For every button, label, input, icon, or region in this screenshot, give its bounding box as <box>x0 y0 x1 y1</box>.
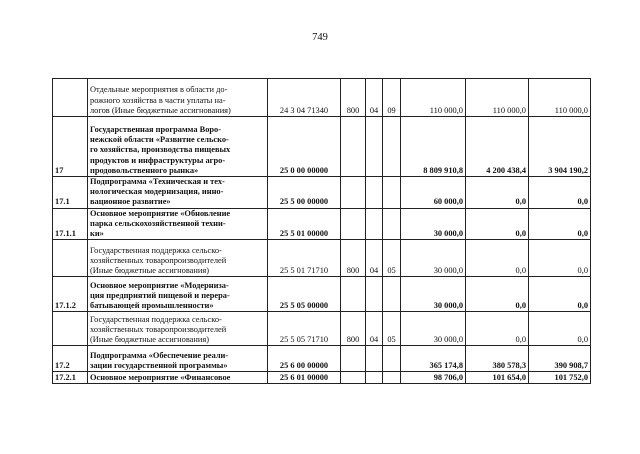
item-name-line: Государственная поддержка сельско- <box>90 245 222 255</box>
expense-type-cell <box>341 177 366 209</box>
table-row <box>53 277 591 312</box>
item-name-line: Государственная программа Воро- <box>90 124 222 134</box>
subsection-cell <box>383 346 401 372</box>
item-name-cell <box>88 346 268 372</box>
table-row <box>53 177 591 209</box>
item-name-line: Основное мероприятие «Финансовое <box>90 373 231 383</box>
expense-type-cell: 800 <box>341 240 366 277</box>
row-number-cell <box>53 240 88 277</box>
amount-year2-cell: 0,0 <box>466 208 529 240</box>
subsection-cell: 09 <box>383 79 401 117</box>
expense-type-cell <box>341 346 366 372</box>
row-number-cell: 17.1 <box>53 177 88 209</box>
section-cell: 04 <box>366 79 383 117</box>
amount-year1-cell: 110 000,0 <box>401 79 466 117</box>
item-name-cell <box>88 117 268 177</box>
expense-type-cell <box>341 372 366 384</box>
expense-type-cell <box>341 117 366 177</box>
item-name-line: батывающей промышленности» <box>90 301 214 311</box>
amount-year3-cell: 0,0 <box>529 312 591 346</box>
amount-year3-cell: 0,0 <box>529 208 591 240</box>
section-cell <box>366 117 383 177</box>
section-cell: 04 <box>366 312 383 346</box>
page-number: 749 <box>312 32 328 43</box>
item-name-line: рожного хозяйства в части уплаты на- <box>90 95 226 105</box>
row-number-cell <box>53 79 88 117</box>
item-name-cell <box>88 312 268 346</box>
section-cell: 04 <box>366 240 383 277</box>
amount-year3-cell: 101 752,0 <box>529 372 591 384</box>
amount-year3-cell: 3 904 190,2 <box>529 117 591 177</box>
item-name-cell <box>88 177 268 209</box>
amount-year2-cell: 0,0 <box>466 240 529 277</box>
amount-year1-cell: 30 000,0 <box>401 277 466 312</box>
target-article-cell: 25 5 05 00000 <box>268 277 341 312</box>
item-name-line: Государственная поддержка сельско- <box>90 314 222 324</box>
item-name-line: нежской области «Развитие сельско- <box>90 135 229 145</box>
item-name-line: продовольственного рынка» <box>90 165 199 175</box>
item-name-line: ция предприятий пищевой и перера- <box>90 290 230 300</box>
amount-year2-cell: 0,0 <box>466 277 529 312</box>
amount-year2-cell: 4 200 438,4 <box>466 117 529 177</box>
target-article-cell: 25 0 00 00000 <box>268 117 341 177</box>
row-number-cell <box>53 312 88 346</box>
table-row <box>53 240 591 277</box>
item-name-line: логов (Иные бюджетные ассигнования) <box>90 105 231 115</box>
row-number-cell: 17.1.2 <box>53 277 88 312</box>
item-name-line: хозяйственных товаропроизводителей <box>90 255 227 265</box>
target-article-cell: 25 5 00 00000 <box>268 177 341 209</box>
row-number-cell: 17.1.1 <box>53 208 88 240</box>
subsection-cell <box>383 117 401 177</box>
table-row <box>53 372 591 384</box>
item-name-line: продуктов и инфраструктуры агро- <box>90 155 226 165</box>
amount-year1-cell: 30 000,0 <box>401 312 466 346</box>
amount-year1-cell: 60 000,0 <box>401 177 466 209</box>
item-name-line: го хозяйства, производства пищевых <box>90 145 231 155</box>
table-row <box>53 208 591 240</box>
amount-year3-cell: 0,0 <box>529 277 591 312</box>
budget-table <box>52 78 591 384</box>
target-article-cell: 25 5 01 71710 <box>268 240 341 277</box>
amount-year2-cell: 0,0 <box>466 312 529 346</box>
item-name-line: парка сельскохозяйственной техни- <box>90 218 226 228</box>
section-cell <box>366 177 383 209</box>
expense-type-cell <box>341 277 366 312</box>
amount-year2-cell: 0,0 <box>466 177 529 209</box>
amount-year3-cell: 0,0 <box>529 240 591 277</box>
subsection-cell <box>383 372 401 384</box>
item-name-line: Основное мероприятие «Модерниза- <box>90 280 229 290</box>
row-number-cell: 17.2 <box>53 346 88 372</box>
item-name-cell <box>88 372 268 384</box>
item-name-line: нологическая модернизация, инно- <box>90 187 224 197</box>
subsection-cell <box>383 177 401 209</box>
item-name-line: хозяйственных товаропроизводителей <box>90 324 227 334</box>
section-cell <box>366 346 383 372</box>
subsection-cell: 05 <box>383 312 401 346</box>
row-number-cell: 17 <box>53 117 88 177</box>
item-name-cell <box>88 240 268 277</box>
item-name-cell <box>88 79 268 117</box>
item-name-cell <box>88 277 268 312</box>
item-name-line: Отдельные мероприятия в области до- <box>90 85 228 95</box>
row-number-cell: 17.2.1 <box>53 372 88 384</box>
target-article-cell: 25 5 05 71710 <box>268 312 341 346</box>
section-cell <box>366 372 383 384</box>
item-name-line: Основное мероприятие «Обновление <box>90 208 231 218</box>
amount-year2-cell: 380 578,3 <box>466 346 529 372</box>
amount-year1-cell: 8 809 910,8 <box>401 117 466 177</box>
amount-year3-cell: 390 908,7 <box>529 346 591 372</box>
item-name-line: вационное развитие» <box>90 197 171 207</box>
expense-type-cell: 800 <box>341 312 366 346</box>
target-article-cell: 25 5 01 00000 <box>268 208 341 240</box>
amount-year1-cell: 365 174,8 <box>401 346 466 372</box>
section-cell <box>366 277 383 312</box>
item-name-line: (Иные бюджетные ассигнования) <box>90 335 209 345</box>
item-name-line: зации государственной программы» <box>90 361 228 371</box>
amount-year1-cell: 30 000,0 <box>401 208 466 240</box>
table-row <box>53 346 591 372</box>
subsection-cell <box>383 208 401 240</box>
item-name-line: Подпрограмма «Обеспечение реали- <box>90 350 229 360</box>
subsection-cell <box>383 277 401 312</box>
item-name-line: (Иные бюджетные ассигнования) <box>90 266 209 276</box>
item-name-line: Подпрограмма «Техническая и тех- <box>90 177 225 186</box>
amount-year2-cell: 101 654,0 <box>466 372 529 384</box>
target-article-cell: 24 3 04 71340 <box>268 79 341 117</box>
amount-year1-cell: 98 706,0 <box>401 372 466 384</box>
amount-year3-cell: 110 000,0 <box>529 79 591 117</box>
table-row <box>53 117 591 177</box>
subsection-cell: 05 <box>383 240 401 277</box>
amount-year1-cell: 30 000,0 <box>401 240 466 277</box>
section-cell <box>366 208 383 240</box>
target-article-cell: 25 6 01 00000 <box>268 372 341 384</box>
target-article-cell: 25 6 00 00000 <box>268 346 341 372</box>
item-name-line: ки» <box>90 229 104 239</box>
item-name-cell <box>88 208 268 240</box>
expense-type-cell: 800 <box>341 79 366 117</box>
amount-year3-cell: 0,0 <box>529 177 591 209</box>
table-row <box>53 79 591 117</box>
expense-type-cell <box>341 208 366 240</box>
amount-year2-cell: 110 000,0 <box>466 79 529 117</box>
table-row <box>53 312 591 346</box>
